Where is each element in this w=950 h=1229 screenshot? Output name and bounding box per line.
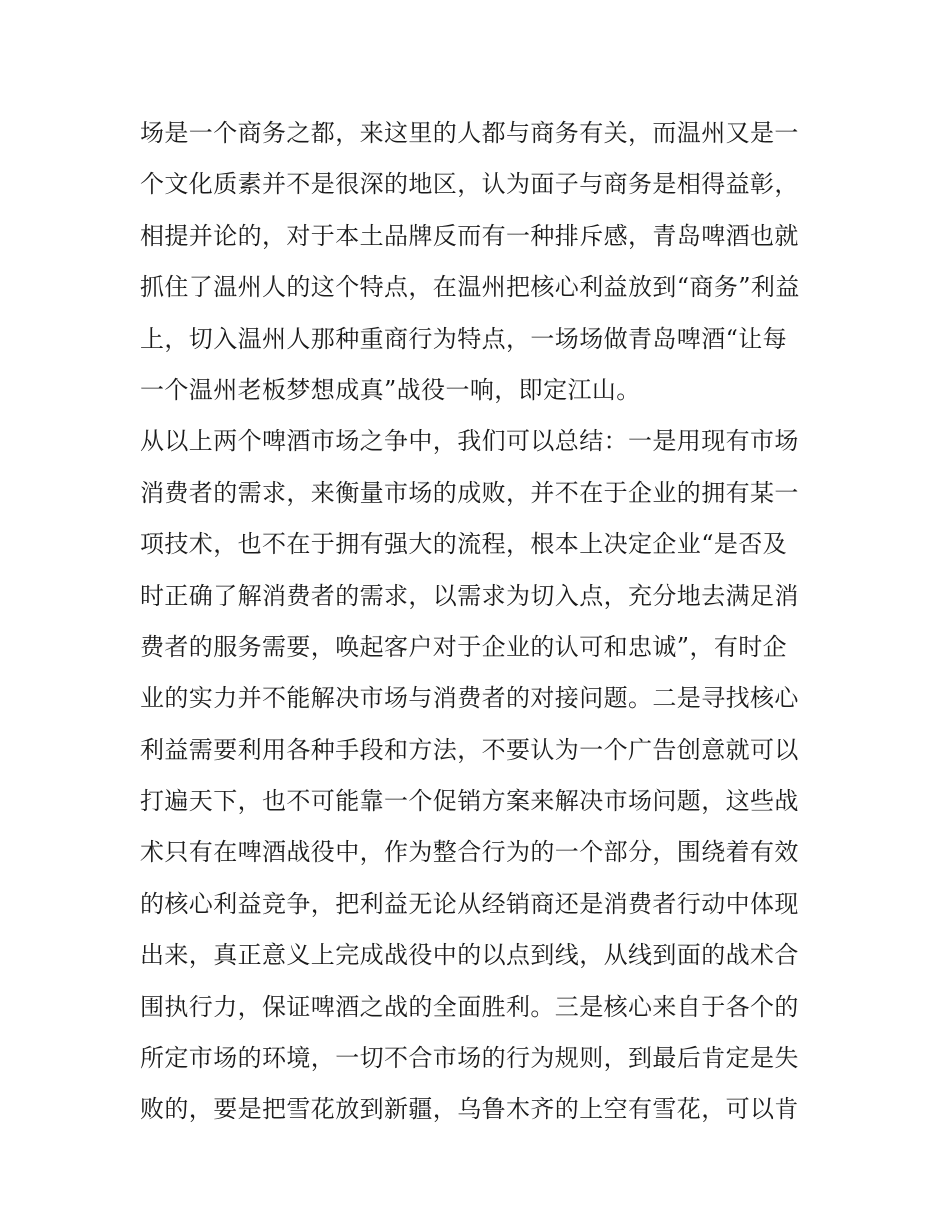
text-line: 业的实力并不能解决市场与消费者的对接问题。二是寻找核心 — [140, 684, 799, 713]
text-line: 上，切入温州人那种重商行为特点，一场场做青岛啤酒“让每 — [140, 324, 788, 353]
text-line: 利益需要利用各种手段和方法，不要认为一个广告创意就可以 — [140, 735, 799, 764]
text-line: 项技术，也不在于拥有强大的流程，根本上决定企业“是否及 — [140, 530, 788, 559]
text-line: 个文化质素并不是很深的地区，认为面子与商务是相得益彰， — [140, 170, 799, 199]
text-line: 所定市场的环境，一切不合市场的行为规则，到最后肯定是失 — [140, 1044, 799, 1073]
body-text — [140, 108, 812, 1136]
text-line: 打遍天下，也不可能靠一个促销方案来解决市场问题，这些战 — [140, 787, 799, 816]
text-line: 抓住了温州人的这个特点，在温州把核心利益放到“商务”利益 — [140, 273, 800, 302]
text-line: 时正确了解消费者的需求，以需求为切入点，充分地去满足消 — [140, 581, 799, 610]
text-line: 费者的服务需要，唤起客户对于企业的认可和忠诚”，有时企 — [140, 632, 788, 661]
text-line: 消费者的需求，来衡量市场的成败，并不在于企业的拥有某一 — [140, 478, 799, 507]
text-line: 败的，要是把雪花放到新疆，乌鲁木齐的上空有雪花，可以肯 — [140, 1095, 799, 1124]
text-line: 从以上两个啤酒市场之争中，我们可以总结：一是用现有市场 — [140, 427, 799, 456]
text-line: 围执行力，保证啤酒之战的全面胜利。三是核心来自于各个的 — [140, 992, 799, 1021]
text-line: 相提并论的，对于本土品牌反而有一种排斥感，青岛啤酒也就 — [140, 221, 799, 250]
text-line: 一个温州老板梦想成真”战役一响，即定江山。 — [140, 375, 641, 404]
text-line: 场是一个商务之都，来这里的人都与商务有关，而温州又是一 — [140, 119, 799, 147]
text-line: 出来，真正意义上完成战役中的以点到线，从线到面的战术合 — [140, 941, 799, 970]
text-line: 术只有在啤酒战役中，作为整合行为的一个部分，围绕着有效 — [140, 838, 799, 867]
text-line: 的核心利益竞争，把利益无论从经销商还是消费者行动中体现 — [140, 889, 799, 918]
